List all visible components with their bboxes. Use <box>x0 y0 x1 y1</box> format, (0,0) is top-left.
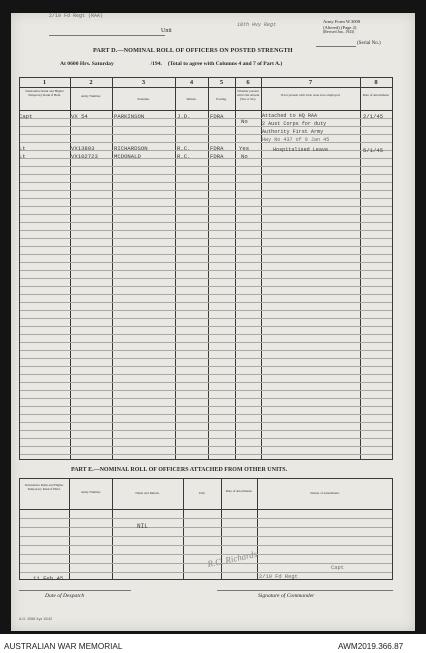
ruled-line <box>20 563 392 564</box>
ruled-line <box>20 414 392 415</box>
col-number-5: 5 <box>219 79 224 86</box>
signature-line <box>217 590 393 591</box>
row6-posting: FDRA <box>210 153 224 160</box>
part-d-subtitle <box>60 61 282 67</box>
ruled-line <box>20 286 392 287</box>
e-col-header-name: Name and Initials. <box>135 491 160 495</box>
serial-underline <box>316 46 356 47</box>
serial-label: (Serial No.) <box>357 41 381 46</box>
date-of-despatch-label: Date of Despatch <box>45 593 85 599</box>
ruled-line <box>20 198 392 199</box>
ruled-line <box>20 190 392 191</box>
print-code: A.G. 2068 Xyz 10/42 <box>19 617 53 621</box>
ruled-line <box>20 126 392 127</box>
part-d-title: PART D.—NOMINAL ROLL OF OFFICERS ON POSTED STRENGTH <box>93 47 293 54</box>
ruled-line <box>20 390 392 391</box>
row1-number: VX 54 <box>71 113 88 120</box>
ruled-line <box>20 382 392 383</box>
row6-number: VX102723 <box>71 153 98 160</box>
ruled-line <box>20 174 392 175</box>
row6-present: No <box>241 153 248 160</box>
ruled-line <box>20 230 392 231</box>
col-number-7: 7 <box>308 79 313 86</box>
ruled-line <box>20 142 392 143</box>
despatch-date: 11 Feb 45 <box>33 575 64 582</box>
ruled-line <box>20 430 392 431</box>
row3-employed: Authority First Army <box>262 129 324 135</box>
form-line-3: (Revised Jan., 1943) <box>323 30 355 35</box>
col-header-rank: Substantive Rank and Higher Temporary Rank if Held. <box>25 89 64 97</box>
subtitle-note: (Total to agree with Columns 4 and 7 of Part A.) <box>167 61 283 67</box>
col-header-present: Whether present with Unit Absent (Yes or No). <box>236 89 260 101</box>
row1-initials: J.D. <box>177 113 191 120</box>
commander-signature: R.C. Richards <box>206 548 258 570</box>
ruled-line <box>20 527 392 528</box>
ruled-line <box>20 422 392 423</box>
row5-surname: RICHARDSON <box>114 145 148 152</box>
col-number-3: 3 <box>141 79 146 86</box>
ruled-line <box>20 454 392 455</box>
rank-stamp: Capt <box>331 565 344 571</box>
col-header-posting: Posting. <box>216 97 227 101</box>
credit-right: AWM2019.366.87 <box>338 642 404 651</box>
signature-of-commander-label: Signature of Commander <box>258 593 315 599</box>
row4-employed: Hwy No 437 of 9 Jan 45 <box>262 137 330 143</box>
row1-surname: PARKINSON <box>114 113 145 120</box>
row6-rank: Lt <box>19 153 26 160</box>
despatch-line <box>19 590 131 591</box>
row5-rank: Lt <box>19 145 26 152</box>
subtitle-time: At 0600 Hrs. Saturday <box>60 61 114 67</box>
row1-rank: Capt <box>19 113 33 120</box>
e-col-header-rank: Substantive Rank and Higher Temporary Rank if Held. <box>24 483 64 491</box>
col-number-1: 1 <box>42 79 47 86</box>
ruled-line <box>20 254 392 255</box>
row2-employed: 2 Aust Corps for duty <box>262 121 327 127</box>
ruled-line <box>20 350 392 351</box>
form-page <box>11 13 415 631</box>
ruled-line <box>20 206 392 207</box>
ruled-line <box>20 238 392 239</box>
unit-faint-text: 2/10 Fd Regt (RAA) <box>49 13 104 19</box>
ruled-line <box>20 214 392 215</box>
unit-handwritten: 10th Hvy Regt <box>237 22 277 28</box>
ruled-line <box>20 310 392 311</box>
row5-number: VX13803 <box>71 145 95 152</box>
row5-present: Yes <box>239 145 250 152</box>
unit-stamp: 2/10 Fd Regt <box>259 574 298 580</box>
row6-employed: Hospitalised Leave <box>273 147 329 153</box>
row5-initials: R.C. <box>177 145 191 152</box>
ruled-line <box>20 262 392 263</box>
unit-underline <box>49 35 165 36</box>
row1-posting: FDRA <box>210 113 224 120</box>
ruled-line <box>20 222 392 223</box>
row5-posting: FDRA <box>210 145 224 152</box>
ruled-line <box>20 554 392 555</box>
e-col-header-unit: Unit. <box>198 491 206 495</box>
e-col-header-number: Army Number. <box>81 490 101 494</box>
ruled-line <box>20 246 392 247</box>
col-number-4: 4 <box>189 79 194 86</box>
row1-employed: Attached to HQ RAA <box>262 113 318 119</box>
ruled-line <box>20 518 392 519</box>
ruled-line <box>20 318 392 319</box>
e-col-header-date: Date of Attachment. <box>225 489 253 493</box>
row6-surname: MCDONALD <box>114 153 141 160</box>
form-reference <box>323 19 360 36</box>
row1-present: No <box>241 118 248 125</box>
ruled-line <box>20 182 392 183</box>
row6-initials: R.C. <box>177 153 191 160</box>
credit-left: AUSTRALIAN WAR MEMORIAL <box>4 642 123 651</box>
col-number-2: 2 <box>89 79 93 86</box>
col-header-army-number: Army Number. <box>81 94 101 98</box>
ruled-line <box>20 134 392 135</box>
ruled-line <box>20 270 392 271</box>
row1-date: 2/1/45 <box>363 113 384 120</box>
ruled-line <box>20 294 392 295</box>
ruled-line <box>20 572 392 573</box>
ruled-line <box>20 438 392 439</box>
col-number-6: 6 <box>246 79 250 86</box>
ruled-line <box>20 358 392 359</box>
ruled-line <box>20 166 392 167</box>
ruled-line <box>20 278 392 279</box>
col-header-employed: If not present with Unit, state how employed. <box>280 93 341 97</box>
col-number-8: 8 <box>374 79 378 86</box>
ruled-line <box>20 342 392 343</box>
ruled-line <box>20 302 392 303</box>
ruled-line <box>20 406 392 407</box>
ruled-line <box>20 374 392 375</box>
form-line-2: (Altered) (Page 2) <box>323 24 357 30</box>
ruled-line <box>20 326 392 327</box>
ruled-line <box>20 334 392 335</box>
subtitle-year: /194. <box>150 61 162 67</box>
ruled-line <box>20 398 392 399</box>
col-header-date: Date of Attachment. <box>362 93 390 97</box>
part-e-title: PART E.—NOMINAL ROLL OF OFFICERS ATTACHED FROM OTHER UNITS. <box>71 467 288 473</box>
ruled-line <box>20 446 392 447</box>
ruled-line <box>20 536 392 537</box>
col-header-initials: Initials. <box>186 97 197 101</box>
ruled-line <box>20 366 392 367</box>
form-line-1: Army Form W.3008 <box>323 19 361 24</box>
e-col-header-nature: Nature of Attachment. <box>310 491 340 495</box>
ruled-line <box>20 545 392 546</box>
col-header-surname: Surname. <box>137 97 150 101</box>
unit-label: Unit <box>161 28 172 34</box>
row6-date: 5/1/45 <box>363 147 384 154</box>
part-e-nil: NIL <box>137 523 148 530</box>
